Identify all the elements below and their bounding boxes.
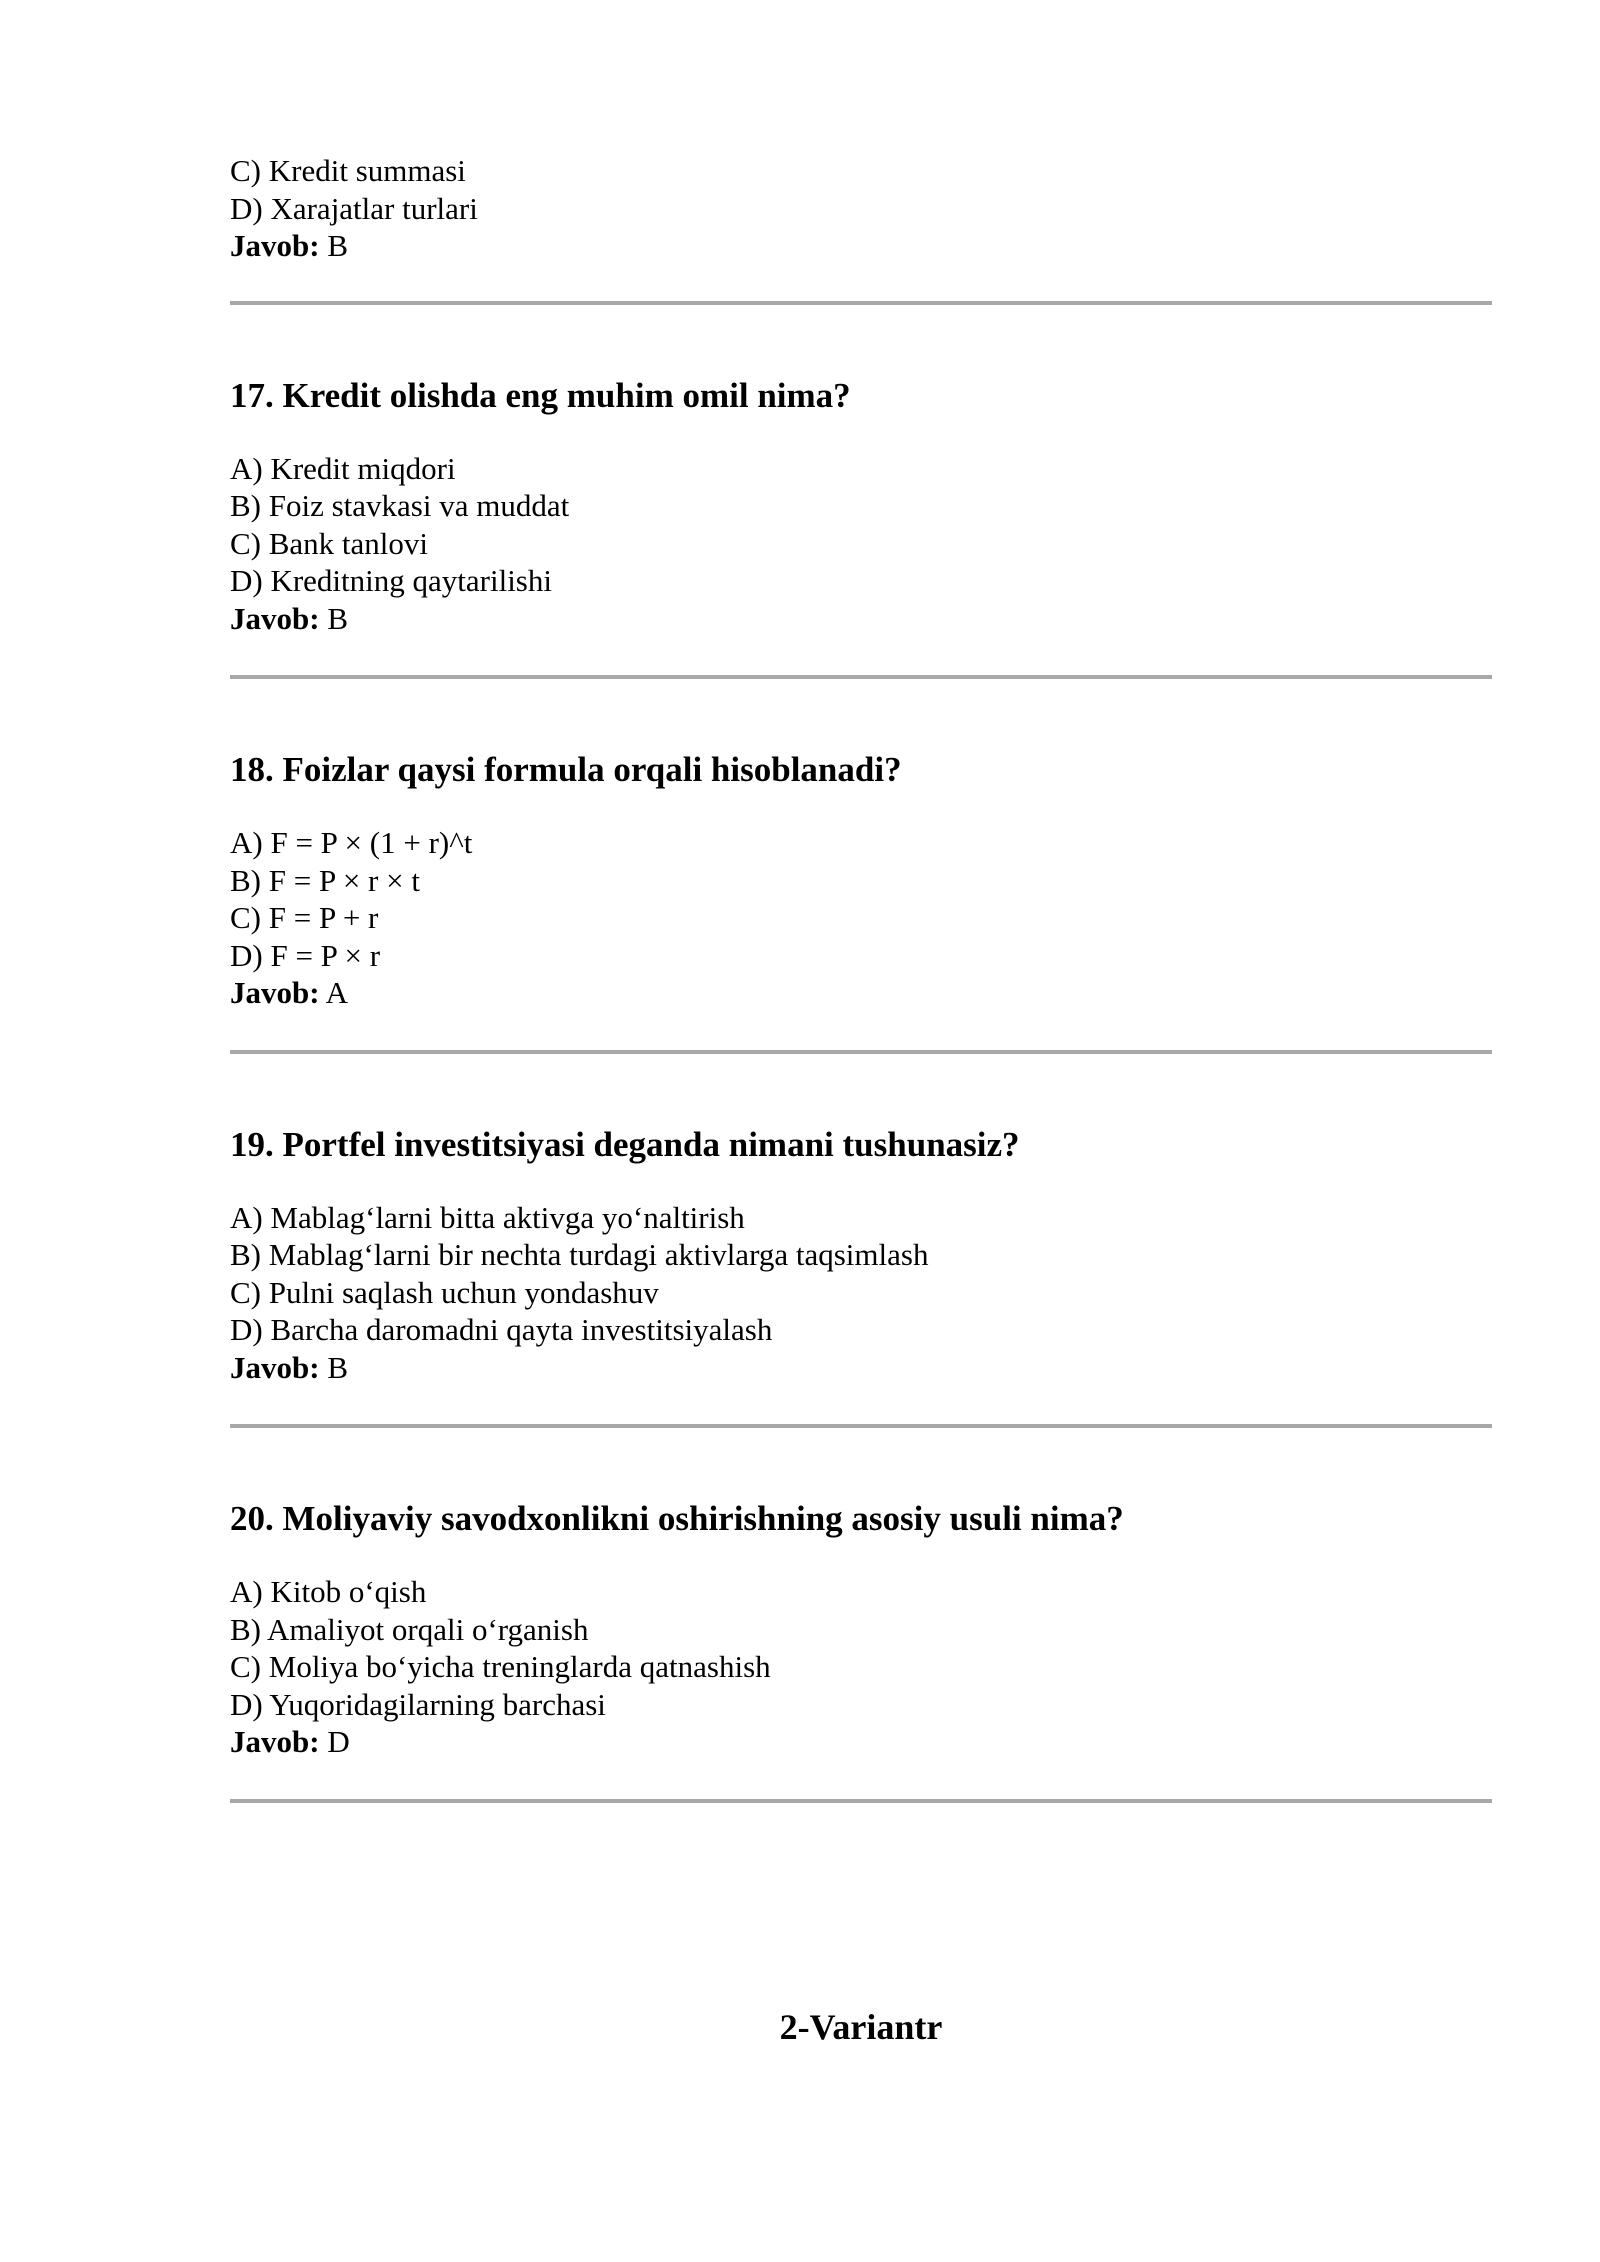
option-d: D) Kreditning qaytarilishi bbox=[230, 563, 552, 598]
options-list bbox=[230, 450, 1492, 638]
option-d: D) Barcha daromadni qayta investitsiyalash bbox=[230, 1312, 773, 1347]
answer-value: B bbox=[319, 600, 349, 636]
answer-label: Javob: bbox=[230, 228, 320, 263]
question-title: 19. Portfel investitsiyasi deganda nimani tushunasiz? bbox=[230, 1124, 1020, 1164]
answer-label: Javob: bbox=[230, 1349, 320, 1385]
answer-line bbox=[230, 974, 1492, 1012]
divider bbox=[230, 1424, 1492, 1428]
answer-line bbox=[230, 1723, 1492, 1761]
option-b: B) Amaliyot orqali o‘rganish bbox=[230, 1611, 589, 1647]
question-title: 18. Foizlar qaysi formula orqali hisoblanadi? bbox=[230, 750, 902, 789]
option-c: C) Pulni saqlash uchun yondashuv bbox=[230, 1274, 659, 1310]
quiz-content bbox=[230, 152, 1492, 1803]
divider bbox=[230, 675, 1492, 679]
answer-label: Javob: bbox=[230, 1724, 320, 1759]
options-list bbox=[230, 824, 1492, 1012]
option-a: A) F = P × (1 + r)^t bbox=[230, 825, 473, 860]
question-title: 20. Moliyaviy savodxonlikni oshirishning asosiy usuli nima? bbox=[230, 1499, 1124, 1538]
option-a: A) Kredit miqdori bbox=[230, 450, 456, 486]
answer-value: B bbox=[319, 228, 349, 263]
options-list bbox=[230, 1573, 1492, 1761]
option-d: D) Xarajatlar turlari bbox=[230, 190, 478, 226]
option-b: B) Mablag‘larni bir nechta turdagi aktivlarga taqsimlash bbox=[230, 1237, 929, 1272]
option-b: B) F = P × r × t bbox=[230, 862, 420, 898]
divider bbox=[230, 301, 1492, 305]
divider bbox=[230, 1799, 1492, 1803]
question-title: 17. Kredit olishda eng muhim omil nima? bbox=[230, 375, 851, 415]
variant-heading: 2-Variantr bbox=[779, 2007, 943, 2047]
option-c: C) Bank tanlovi bbox=[230, 525, 429, 561]
divider bbox=[230, 1050, 1492, 1054]
option-d: D) F = P × r bbox=[230, 937, 381, 973]
options-list bbox=[230, 1199, 1492, 1387]
answer-value: D bbox=[319, 1724, 350, 1759]
option-d: D) Yuqoridagilarning barchasi bbox=[230, 1686, 606, 1722]
question-16-tail bbox=[230, 152, 1492, 265]
option-a: A) Mablag‘larni bitta aktivga yo‘naltirish bbox=[230, 1199, 745, 1235]
answer-value: B bbox=[319, 1349, 349, 1385]
answer-value: A bbox=[319, 975, 349, 1010]
option-c: C) F = P + r bbox=[230, 900, 379, 935]
answer-line bbox=[230, 1349, 1492, 1387]
question-18 bbox=[230, 749, 1492, 1012]
question-17 bbox=[230, 375, 1492, 638]
question-19 bbox=[230, 1124, 1492, 1387]
question-20 bbox=[230, 1498, 1492, 1761]
option-b: B) Foiz stavkasi va muddat bbox=[230, 488, 570, 523]
option-c: C) Moliya bo‘yicha treninglarda qatnashish bbox=[230, 1649, 771, 1684]
answer-label: Javob: bbox=[230, 975, 320, 1010]
answer-label: Javob: bbox=[230, 600, 320, 636]
answer-line bbox=[230, 600, 1492, 638]
option-a: A) Kitob o‘qish bbox=[230, 1574, 427, 1609]
answer-line bbox=[230, 227, 1492, 265]
option-c: C) Kredit summasi bbox=[230, 153, 466, 188]
